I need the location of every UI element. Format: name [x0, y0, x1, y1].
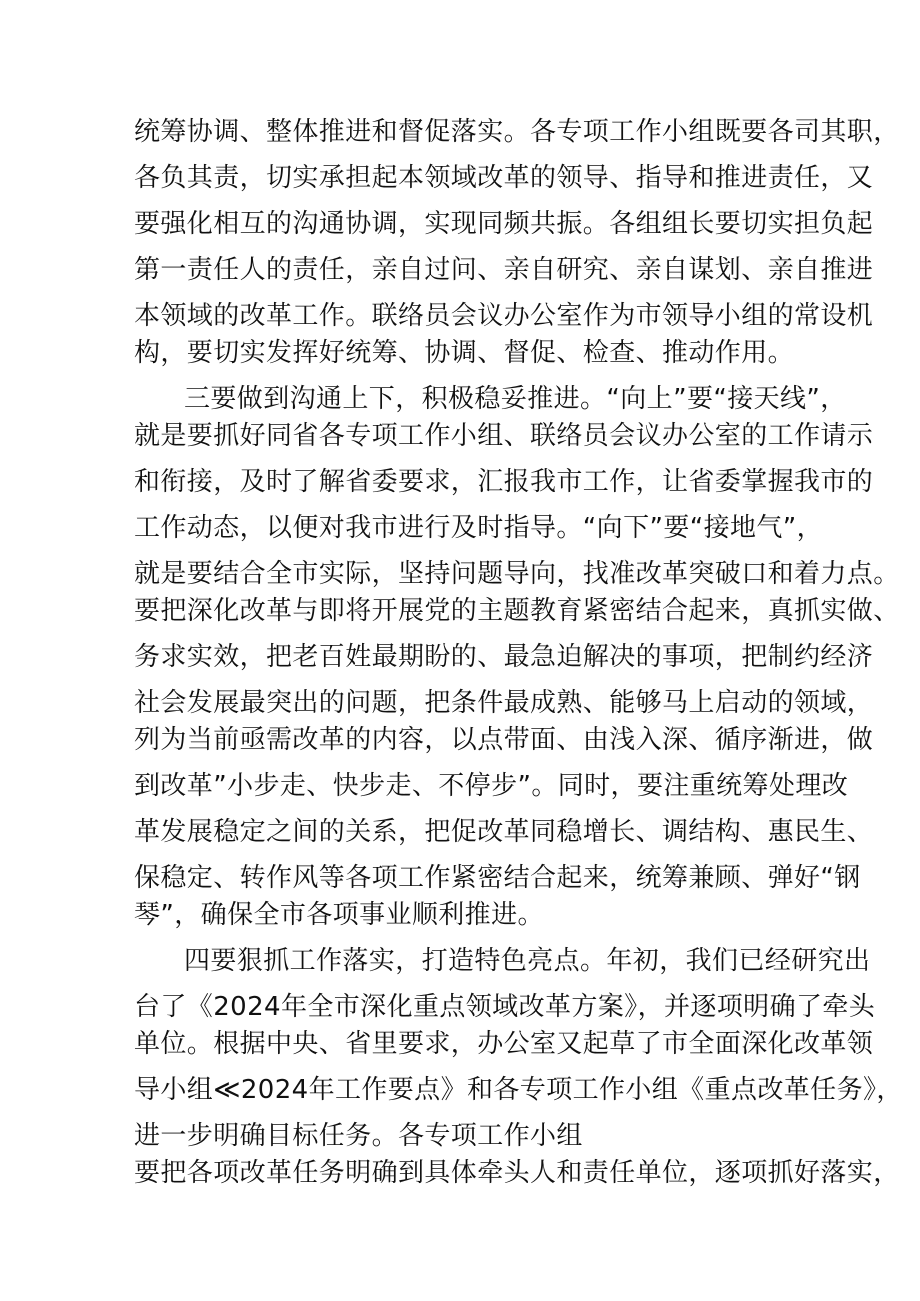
text-line: 台了《2024年全市深化重点领域改革方案》，并逐项明确了牵头 [134, 992, 876, 1022]
text-line: 要把深化改革与即将开展党的主题教育紧密结合起来，真抓实做、 [134, 596, 900, 626]
text-line: 就是要抓好同省各专项工作小组、联络员会议办公室的工作请示 [134, 421, 874, 451]
text-line: 工作动态，以便对我市进行及时指导。“向下”要“接地气”， [134, 513, 824, 543]
text-line: 导小组≪2024年工作要点》和各专项工作小组《重点改革任务》， [134, 1075, 903, 1105]
text-line: 构，要切实发挥好统筹、协调、督促、检查、推动作用。 [134, 338, 795, 368]
paragraph-start-line: 四要狠抓工作落实，打造特色亮点。年初，我们已经研究出 [184, 946, 871, 976]
text-line: 和衔接，及时了解省委要求，汇报我市工作，让省委掌握我市的 [134, 467, 874, 497]
text-line: 就是要结合全市实际，坚持问题导向，找准改革突破口和着力点。 [134, 559, 900, 589]
text-line: 要强化相互的沟通协调，实现同频共振。各组组长要切实担负起 [134, 209, 874, 239]
text-line: 本领域的改革工作。联络员会议办公室作为市领导小组的常设机 [134, 301, 874, 331]
text-line: 要把各项改革任务明确到具体牵头人和责任单位，逐项抓好落实， [134, 1158, 900, 1188]
text-line: 革发展稳定之间的关系，把促改革同稳增长、调结构、惠民生、 [134, 817, 874, 847]
text-line: 列为当前亟需改革的内容，以点带面、由浅入深、循序渐进，做 [134, 725, 874, 755]
text-line: 统筹协调、整体推进和督促落实。各专项工作小组既要各司其职， [134, 117, 900, 147]
text-line: 第一责任人的责任，亲自过问、亲自研究、亲自谋划、亲自推进 [134, 255, 874, 285]
paragraph-start-line: 三要做到沟通上下，积极稳妥推进。“向上”要“接天线”， [184, 384, 847, 414]
text-line: 单位。根据中央、省里要求，办公室又起草了市全面深化改革领 [134, 1029, 874, 1059]
text-line: 琴”，确保全市各项事业顺利推进。 [134, 900, 544, 930]
text-line: 进一步明确目标任务。各专项工作小组 [134, 1121, 583, 1151]
text-line: 保稳定、转作风等各项工作紧密结合起来，统筹兼顾、弹好“钢 [134, 863, 861, 893]
text-line: 到改革”小步走、快步走、不停步”。同时，要注重统筹处理改 [134, 771, 849, 801]
text-line: 各负其责，切实承担起本领域改革的领导、指导和推进责任，又 [134, 163, 874, 193]
text-line: 务求实效，把老百姓最期盼的、最急迫解决的事项，把制约经济 [134, 642, 874, 672]
text-line: 社会发展最突出的问题，把条件最成熟、能够马上启动的领域， [134, 688, 874, 718]
